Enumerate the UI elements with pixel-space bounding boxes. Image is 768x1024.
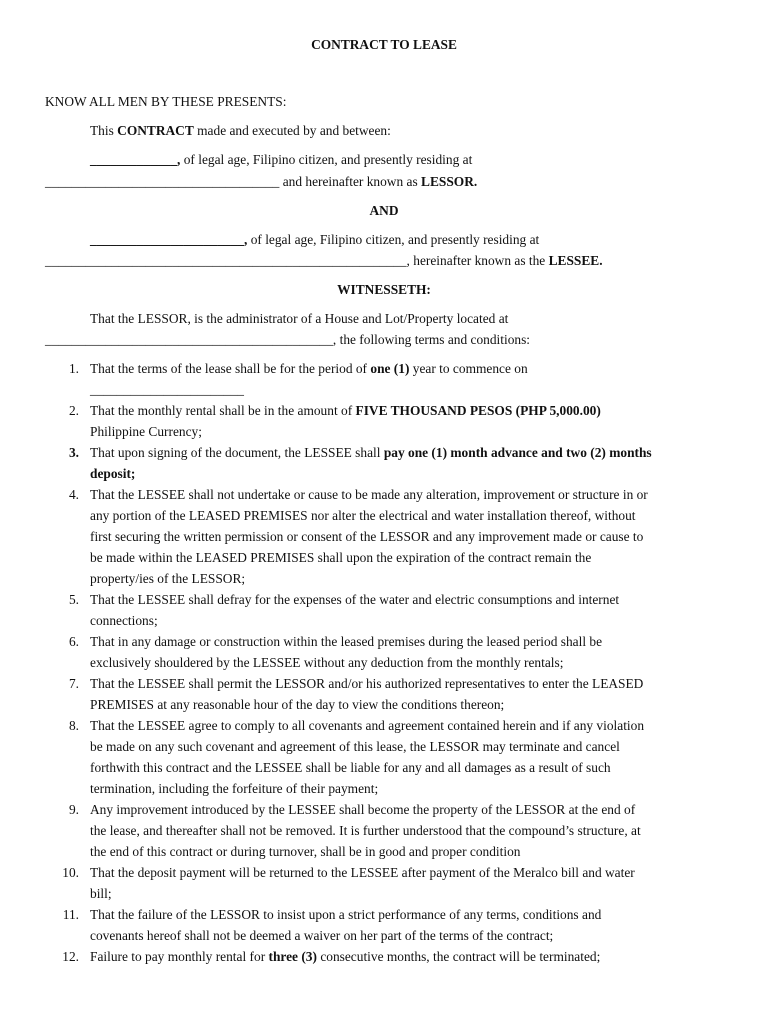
term-1-date-blank: _______________________ — [90, 382, 244, 397]
term-6-line: That in any damage or construction within the leased premises during the leased period shall be — [90, 634, 603, 649]
lessor-address-blank: ___________________________________ — [45, 174, 280, 189]
lessee-address-blank: ______________________________________________________ — [45, 253, 407, 268]
term-2-line: That the monthly rental shall be in the amount of FIVE THOUSAND PESOS (PHP 5,000.00) — [90, 403, 601, 418]
and-heading: AND — [369, 203, 399, 218]
term-8-line: forthwith this contract and the LESSEE shall be liable for any and all damages as a result of such — [90, 760, 611, 775]
lessor-line-1: _____________, of legal age, Filipino citizen, and presently residing at — [90, 152, 473, 167]
lessor-line-2: ___________________________________ and hereinafter known as LESSOR. — [45, 174, 478, 189]
term-11-line: covenants hereof shall not be deemed a waiver on her part of the terms of the contract; — [90, 928, 554, 943]
term-6-line: exclusively shouldered by the LESSEE without any deduction from the monthly rentals; — [90, 655, 564, 670]
intro-heading: KNOW ALL MEN BY THESE PRESENTS: — [45, 94, 287, 109]
term-9-line: the end of this contract or during turnover, shall be in good and proper condition — [90, 844, 521, 859]
term-2-line: Philippine Currency; — [90, 424, 202, 439]
term-7-line: PREMISES at any reasonable hour of the day to view the conditions thereon; — [90, 697, 505, 712]
term-number: 2. — [68, 403, 79, 418]
term-7-line: That the LESSEE shall permit the LESSOR and/or his authorized representatives to enter the LEASED — [90, 676, 644, 691]
property-location-blank: ___________________________________________ — [45, 332, 333, 347]
term-3-line: deposit; — [90, 466, 136, 481]
term-12-line: Failure to pay monthly rental for three (3) consecutive months, the contract will be terminated; — [90, 949, 601, 964]
term-1-line: That the terms of the lease shall be for the period of one (1) year to commence on — [90, 361, 528, 376]
term-4-line: property/ies of the LESSOR; — [90, 571, 246, 586]
term-4-line: That the LESSEE shall not undertake or cause to be made any alteration, improvement or structure in or — [90, 487, 648, 502]
term-number: 8. — [68, 718, 79, 733]
term-9-line: Any improvement introduced by the LESSEE shall become the property of the LESSOR at the end of — [90, 802, 636, 817]
lessor-name-blank: _____________, — [90, 152, 181, 167]
term-10-line: bill; — [90, 886, 112, 901]
term-11-line: That the failure of the LESSOR to insist upon a strict performance of any terms, conditions and — [90, 907, 602, 922]
property-line-1: That the LESSOR, is the administrator of a House and Lot/Property located at — [90, 311, 509, 326]
term-8-line: be made on any such covenant and agreement of this lease, the LESSOR may terminate and cancel — [90, 739, 620, 754]
term-number: 3. — [68, 445, 79, 460]
lessee-line-1: _______________________, of legal age, Filipino citizen, and presently residing at — [90, 232, 540, 247]
term-number: 1. — [68, 361, 79, 376]
term-number: 9. — [68, 802, 79, 817]
term-10-line: That the deposit payment will be returned to the LESSEE after payment of the Meralco bill and water — [90, 865, 635, 880]
term-9-line: the lease, and thereafter shall not be removed. It is further understood that the compound’s structure, at — [90, 823, 641, 838]
term-number: 10. — [62, 865, 79, 880]
term-number: 4. — [68, 487, 79, 502]
property-line-2: ___________________________________________, the following terms and conditions: — [45, 332, 531, 347]
term-number: 7. — [68, 676, 79, 691]
document-title: CONTRACT TO LEASE — [311, 37, 457, 52]
lessee-name-blank: _______________________, — [90, 232, 248, 247]
term-5-line: connections; — [90, 613, 158, 628]
witnesseth-heading: WITNESSETH: — [337, 282, 431, 297]
term-number: 12. — [62, 949, 79, 964]
term-5-line: That the LESSEE shall defray for the expenses of the water and electric consumptions and internet — [90, 592, 620, 607]
term-number: 11. — [62, 907, 79, 922]
term-4-line: any portion of the LEASED PREMISES nor alter the electrical and water installation thereof, without — [90, 508, 636, 523]
term-number: 5. — [68, 592, 79, 607]
term-number: 6. — [68, 634, 79, 649]
term-3-line: That upon signing of the document, the LESSEE shall pay one (1) month advance and two (2) months — [90, 445, 652, 460]
term-8-line: termination, including the forfeiture of their payment; — [90, 781, 379, 796]
term-4-line: be made within the LEASED PREMISES shall upon the expiration of the contract remain the — [90, 550, 592, 565]
contract-statement: This CONTRACT made and executed by and between: — [90, 123, 391, 138]
lessee-line-2: ______________________________________________________, hereinafter known as the LESSEE. — [45, 253, 603, 268]
term-8-line: That the LESSEE agree to comply to all covenants and agreement contained herein and if any violation — [90, 718, 645, 733]
term-4-line: first securing the written permission or consent of the LESSOR and any improvement made or cause to — [90, 529, 644, 544]
